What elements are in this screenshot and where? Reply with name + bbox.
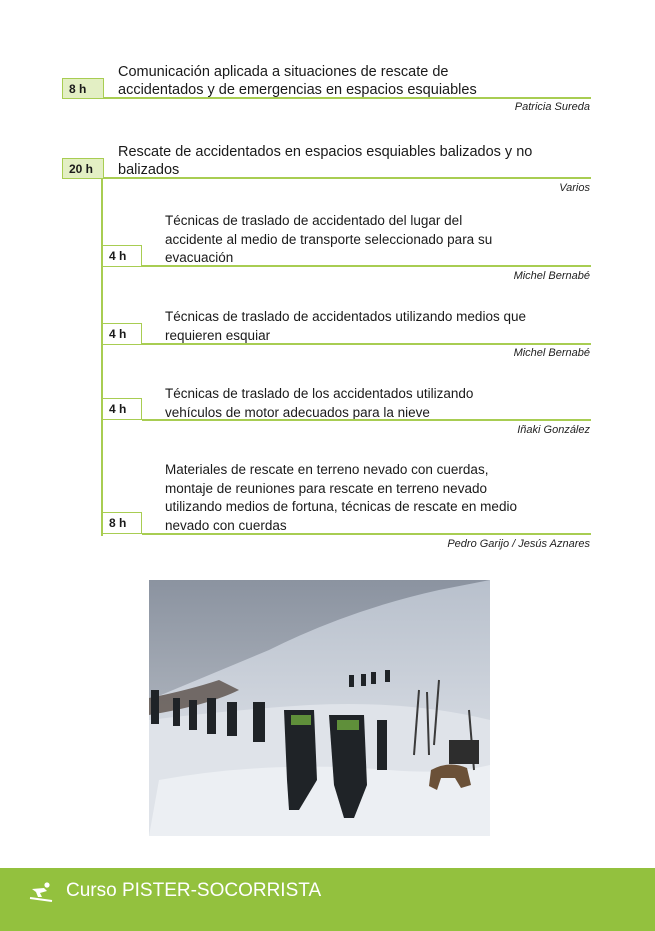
submodule-title-line: montaje de reuniones para rescate en terreno nevado — [165, 480, 487, 496]
submodule-underline — [142, 419, 591, 421]
submodule-hours-badge: 4 h — [102, 245, 142, 267]
skier-icon — [28, 881, 54, 903]
submodule-title-line: vehículos de motor adecuados para la nieve — [165, 404, 430, 420]
footer-course-title: Curso PISTER-SOCORRISTA — [66, 880, 322, 901]
submodule-author: Iñaki González — [517, 424, 590, 436]
snow-slope-illustration — [149, 580, 490, 836]
submodule-title-line: Materiales de rescate en terreno nevado con cuerdas, — [165, 462, 489, 477]
submodule-title-line: accidente al medio de transporte seleccionado para su — [165, 231, 493, 247]
submodule-underline — [142, 343, 591, 345]
submodule-author: Michel Bernabé — [513, 270, 590, 282]
submodule-title — [165, 385, 595, 422]
submodule-hours-badge: 8 h — [102, 512, 142, 534]
footer-bar — [0, 868, 655, 931]
submodule-title — [165, 308, 595, 345]
submodule-title-line: evacuación — [165, 250, 234, 265]
submodule-hours-badge: 4 h — [102, 398, 142, 420]
submodule-hours-badge: 4 h — [102, 323, 142, 345]
module-title-line: balizados — [118, 162, 180, 178]
module-title — [118, 143, 598, 179]
submodule-title — [165, 212, 595, 268]
module-title — [118, 63, 598, 99]
module-author: Patricia Sureda — [514, 101, 590, 113]
module-hours-badge: 20 h — [62, 158, 104, 179]
submodule-underline — [142, 265, 591, 267]
submodule-title-line: Técnicas de traslado de accidentados utilizando medios que — [165, 309, 526, 324]
submodule-title-line: requieren esquiar — [165, 327, 271, 343]
module-title-line: Comunicación aplicada a situaciones de rescate de — [118, 64, 449, 80]
module-title-line: accidentados y de emergencias en espacios esquiables — [118, 82, 477, 98]
submodule-title-line: nevado con cuerdas — [165, 517, 287, 533]
module-author: Varios — [559, 182, 590, 194]
submodule-title — [165, 461, 595, 535]
submodule-author: Pedro Garijo / Jesús Aznares — [447, 538, 590, 550]
rescue-training-photo — [149, 580, 490, 836]
submodule-author: Michel Bernabé — [513, 347, 590, 359]
module-hours-badge: 8 h — [62, 78, 104, 99]
submodule-title-line: Técnicas de traslado de los accidentados utilizando — [165, 386, 474, 401]
submodule-connector — [101, 179, 103, 536]
module-title-line: Rescate de accidentados en espacios esquiables balizados y no — [118, 144, 533, 160]
submodule-title-line: utilizando medios de fortuna, técnicas de rescate en medio — [165, 499, 517, 514]
submodule-underline — [142, 533, 591, 535]
submodule-title-line: Técnicas de traslado de accidentado del lugar del — [165, 213, 463, 228]
